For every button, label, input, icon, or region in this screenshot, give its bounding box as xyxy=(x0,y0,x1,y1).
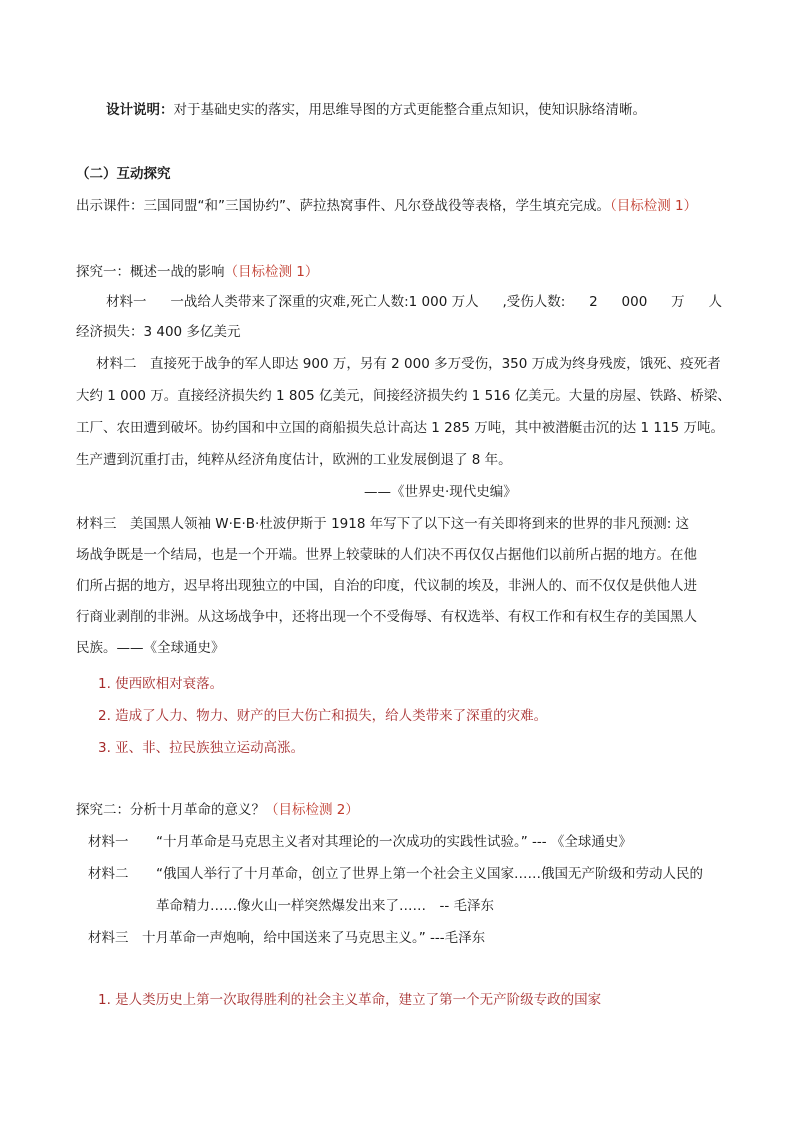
explore2-answer-1: 1. 是人类历史上第一次取得胜利的社会主义革命，建立了第一个无产阶级专政的国家 xyxy=(98,992,602,1008)
explore2-material1-text: “十月革命是马克思主义者对其理论的一次成功的实践性试验。” --- 《全球通史》 xyxy=(156,834,632,850)
explore1-material2-source: ——《世界史·现代史编》 xyxy=(364,484,517,500)
design-note xyxy=(106,100,646,120)
explore1-material3-line3: 们所占据的地方，迟早将出现独立的中国，自治的印度，代议制的埃及，非洲人的、而不仅仅是供他人进 xyxy=(76,578,697,594)
explore1-material3-line5: 民族。——《全球通史》 xyxy=(76,640,225,656)
explore1-material1-line2: 经济损失：3 400 多亿美元 xyxy=(76,324,241,340)
explore1-title-text: 探究一：概述一战的影响 xyxy=(76,264,225,280)
explore1-tag: （目标检测 1） xyxy=(224,264,319,280)
section-intro xyxy=(76,196,697,216)
section-heading: （二）互动探究 xyxy=(76,166,171,182)
m1-unit2: 人 xyxy=(708,294,722,310)
explore1-material3-line4: 行商业剥削的非洲。从这场战争中，还将出现一个不受侮辱、有权选举、有权工作和有权生存的美国黑人 xyxy=(76,609,697,625)
explore2-material2-text1: “俄国人举行了十月革命，创立了世界上第一个社会主义国家……俄国无产阶级和劳动人民的 xyxy=(156,866,703,882)
explore1-material1-line1 xyxy=(106,292,722,312)
explore1-answer-3: 3. 亚、非、拉民族独立运动高涨。 xyxy=(98,740,305,756)
m1-text-b: ,受伤人数: xyxy=(502,294,566,310)
explore2-material3: 材料三 十月革命一声炮响，给中国送来了马克思主义。” ---毛泽东 xyxy=(88,930,486,946)
explore1-material2-line1: 材料二 直接死于战争的军人即达 900 万，另有 2 000 多万受伤，350 万成为终身残废，饿死、疫死者 xyxy=(96,356,721,372)
design-note-text: 对于基础史实的落实，用思维导图的方式更能整合重点知识，使知识脉络清晰。 xyxy=(173,102,646,118)
section-intro-tag: （目标检测 1） xyxy=(609,198,698,214)
explore2-material2-label: 材料二 xyxy=(88,866,129,882)
explore1-answer-1: 1. 使西欧相对衰落。 xyxy=(98,676,224,692)
explore2-material2-text2: 革命精力……像火山一样突然爆发出来了…… -- 毛泽东 xyxy=(156,898,495,914)
explore1-title xyxy=(76,262,318,282)
design-note-label: 设计说明： xyxy=(106,102,174,118)
explore1-answer-2: 2. 造成了人力、物力、财产的巨大伤亡和损失，给人类带来了深重的灾难。 xyxy=(98,708,548,724)
explore1-material2-line4: 生产遭到沉重打击，纯粹从经济角度估计，欧洲的工业发展倒退了 8 年。 xyxy=(76,452,512,468)
section-intro-text: 出示课件：三国同盟“和”三国协约”、萨拉热窝事件、凡尔登战役等表格，学生填充完成。 xyxy=(76,198,610,214)
m1-unit1: 万 xyxy=(671,294,685,310)
explore2-tag: （目标检测 2） xyxy=(265,802,359,818)
m1-num2: 000 xyxy=(621,294,648,310)
explore1-material2-line2: 大约 1 000 万。直接经济损失约 1 805 亿美元，间接经济损失约 1 516 亿美元。大量的房屋、铁路、桥梁、 xyxy=(76,388,731,404)
explore2-title-text: 探究二：分析十月革命的意义？ xyxy=(76,802,265,818)
m1-text: 一战给人类带来了深重的灾难,死亡人数:1 000 万人 xyxy=(170,294,479,310)
m1-label: 材料一 xyxy=(106,294,147,310)
explore2-title xyxy=(76,800,359,820)
explore2-material1-label: 材料一 xyxy=(88,834,129,850)
explore1-material2-line3: 工厂、农田遭到破坏。协约国和中立国的商船损失总计高达 1 285 万吨，其中被潜艇击沉的达 1 115 万吨。 xyxy=(76,420,724,436)
m1-num1: 2 xyxy=(589,294,598,310)
explore1-material3-line2: 场战争既是一个结局，也是一个开端。世界上较蒙昧的人们决不再仅仅占据他们以前所占据的地方。在他 xyxy=(76,547,697,563)
explore1-material3-line1: 材料三 美国黑人领袖 W·E·B·杜波伊斯于 1918 年写下了以下这一有关即将到来的世界的非凡预测: 这 xyxy=(76,516,690,532)
